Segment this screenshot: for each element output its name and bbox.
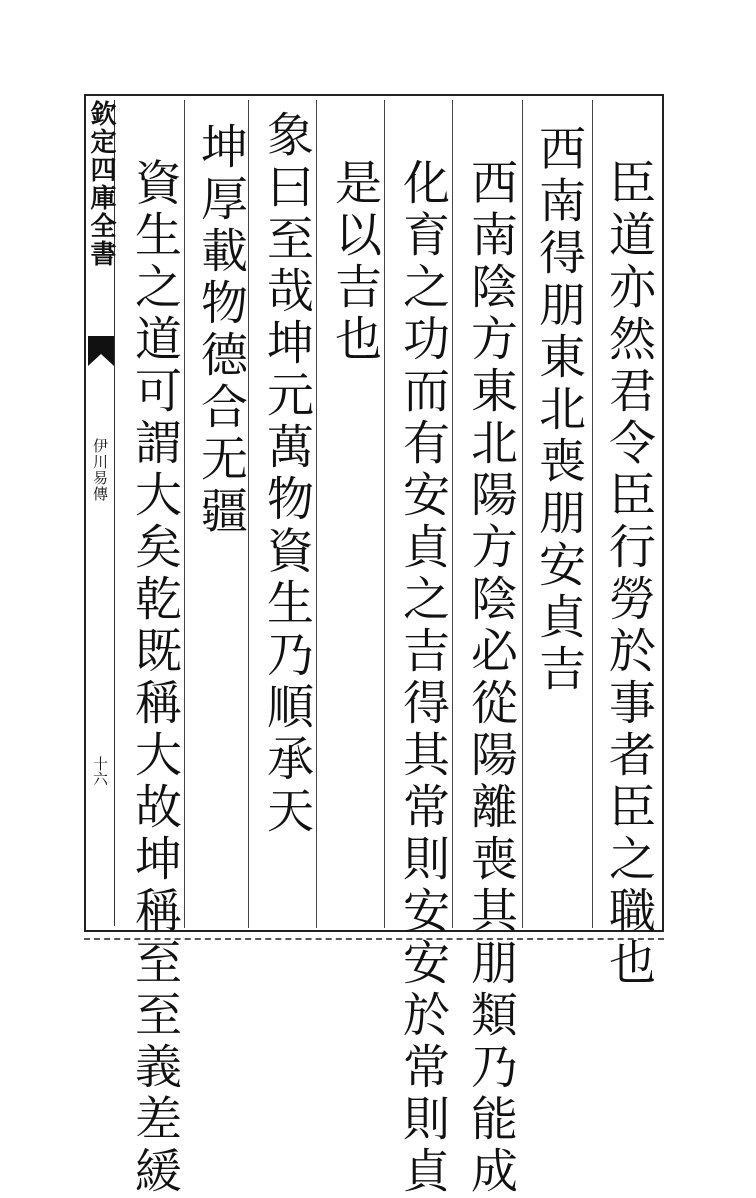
column-rule [522, 100, 523, 928]
column-rule [452, 100, 453, 928]
column-rule [592, 100, 593, 928]
book-title: 伊川易傳 [91, 438, 109, 502]
text-column: 化育之功而有安貞之吉得其常則安安於常則貞 [395, 158, 450, 1198]
text-column: 西南得朋東北喪朋安貞吉 [531, 124, 586, 696]
fish-tail-icon [88, 336, 114, 366]
page-margin [86, 96, 116, 926]
text-column: 臣道亦然君令臣行勞於事者臣之職也 [601, 158, 656, 990]
edition-title: 欽定四庫全書 [86, 100, 116, 268]
text-column: 是以吉也 [327, 158, 382, 366]
text-column: 西南陰方東北陽方陰必從陽離喪其朋類乃能成 [463, 158, 518, 1198]
column-rule [316, 100, 317, 928]
text-column: 資生之道可謂大矣乾既稱大故坤稱至至義差緩 [127, 158, 182, 1198]
column-rule [184, 100, 185, 928]
text-column: 象曰至哉坤元萬物資生乃順承天 [259, 110, 314, 838]
page-number: 十六 [91, 756, 109, 786]
text-column: 坤厚載物德合无疆 [193, 122, 248, 538]
column-rule [384, 100, 385, 928]
